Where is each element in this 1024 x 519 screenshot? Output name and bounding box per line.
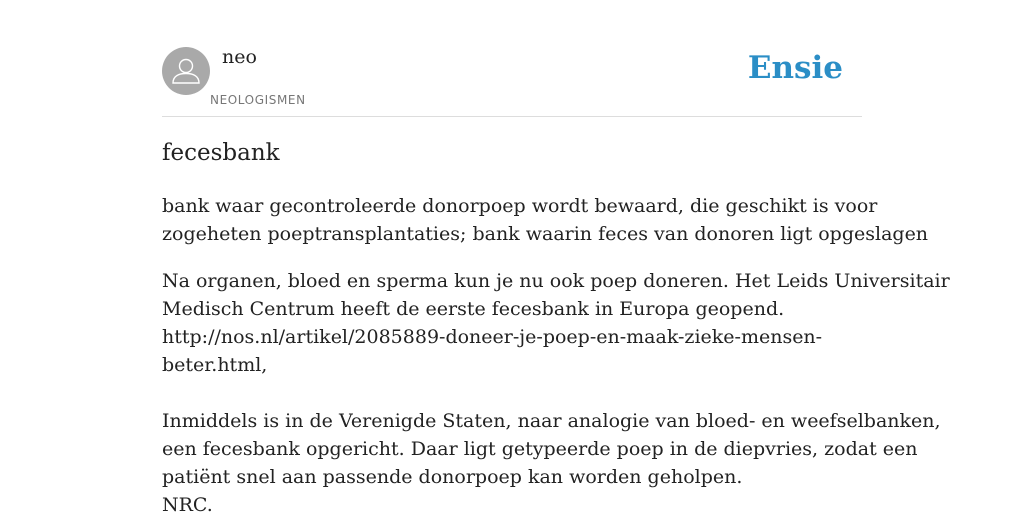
category-link[interactable]: NEOLOGISMEN (210, 93, 306, 107)
ensie-logo[interactable]: Ensie (747, 50, 843, 86)
example-line: patiënt snel aan passende donorpoep kan worden geholpen. (162, 466, 743, 488)
entry-example (162, 267, 950, 519)
definition-line: bank waar gecontroleerde donorpoep wordt bewaard, die geschikt is voor (162, 195, 878, 217)
example-line: Na organen, bloed en sperma kun je nu ook poep doneren. Het Leids Universitair (162, 270, 950, 292)
entry-title: fecesbank (162, 140, 280, 166)
entry-header (162, 0, 862, 117)
user-silhouette-icon[interactable] (162, 47, 210, 95)
example-source-link[interactable]: http://nos.nl/artikel/2085889-doneer-je-poep-en-maak-zieke-mensen- (162, 326, 823, 348)
example-line: Inmiddels is in de Verenigde Staten, naar analogie van bloed- en weefselbanken, (162, 410, 941, 432)
example-source-link[interactable]: beter.html, (162, 354, 268, 376)
paragraph-gap (162, 379, 862, 407)
example-source: NRC. (162, 494, 213, 516)
entry-definition (162, 192, 929, 248)
author-name-link[interactable]: neo (222, 46, 257, 68)
example-line: Medisch Centrum heeft de eerste fecesbank in Europa geopend. (162, 298, 785, 320)
page-content (162, 0, 950, 516)
example-line: een fecesbank opgericht. Daar ligt getypeerde poep in de diepvries, zodat een (162, 438, 918, 460)
definition-line: zogeheten poeptransplantaties; bank waarin feces van donoren ligt opgeslagen (162, 223, 929, 245)
